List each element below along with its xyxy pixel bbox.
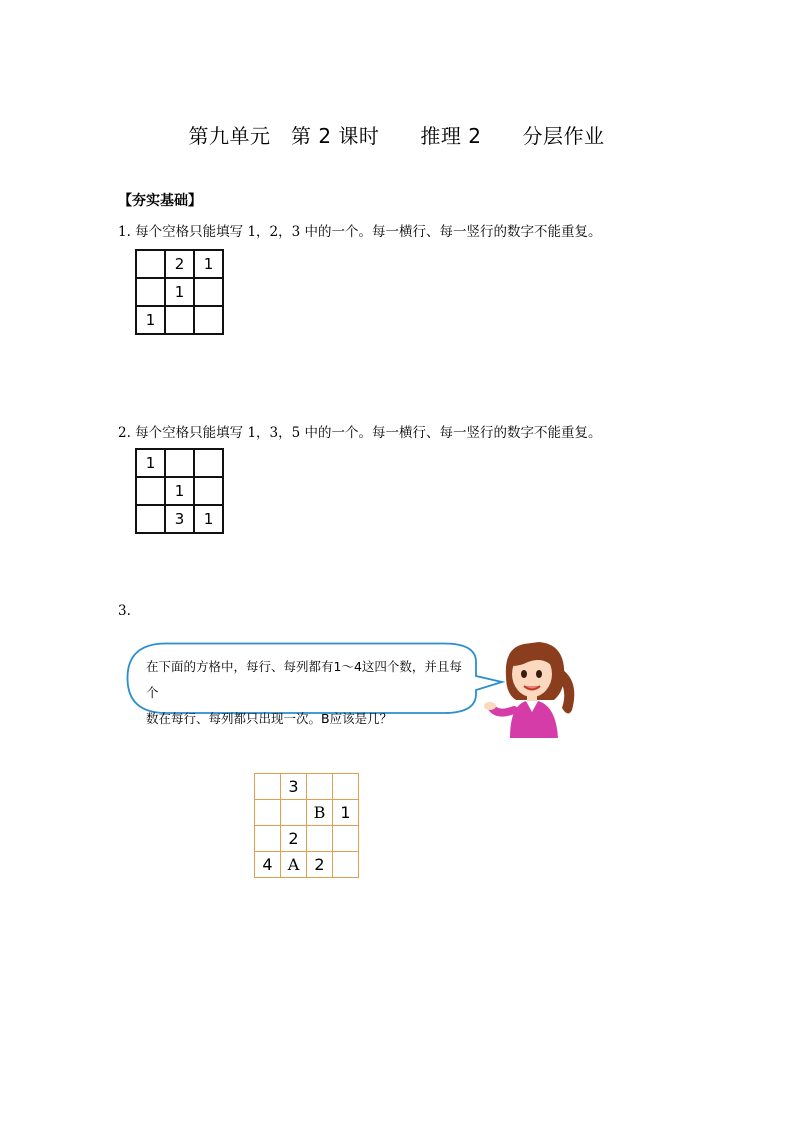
grid-cell[interactable]: 1 xyxy=(165,477,194,505)
grid-cell[interactable]: 1 xyxy=(165,278,194,306)
grid-cell[interactable] xyxy=(194,278,223,306)
grid-cell[interactable] xyxy=(255,800,281,826)
grid-cell[interactable]: 2 xyxy=(307,852,333,878)
grid-cell[interactable] xyxy=(333,852,359,878)
grid-cell[interactable] xyxy=(307,826,333,852)
grid-cell[interactable] xyxy=(333,826,359,852)
grid-cell[interactable] xyxy=(333,774,359,800)
grid-cell[interactable] xyxy=(307,774,333,800)
grid-cell[interactable] xyxy=(281,800,307,826)
grid-cell[interactable]: 4 xyxy=(255,852,281,878)
teacher-girl-illustration xyxy=(484,638,584,740)
grid-cell[interactable]: 3 xyxy=(165,505,194,533)
grid-cell[interactable]: 3 xyxy=(281,774,307,800)
grid-cell[interactable]: 1 xyxy=(333,800,359,826)
question-2-grid xyxy=(135,448,224,534)
question-3-grid xyxy=(254,773,359,878)
grid-cell[interactable]: 2 xyxy=(281,826,307,852)
section-heading: 【夯实基础】 xyxy=(118,193,202,209)
grid-cell[interactable] xyxy=(136,278,165,306)
grid-cell[interactable] xyxy=(165,449,194,477)
question-1-grid xyxy=(135,249,224,335)
grid-cell-a[interactable]: A xyxy=(281,852,307,878)
speech-line: 数在每行、每列都只出现一次。B应该是几？ xyxy=(146,711,393,726)
speech-bubble-text xyxy=(146,654,466,732)
question-3-text: 3. xyxy=(118,603,131,619)
grid-cell[interactable] xyxy=(136,477,165,505)
grid-cell[interactable] xyxy=(136,505,165,533)
grid-cell[interactable] xyxy=(194,449,223,477)
grid-cell[interactable]: 1 xyxy=(194,250,223,278)
question-1-text: 1. 每个空格只能填写 1，2，3 中的一个。每一横行、每一竖行的数字不能重复。 xyxy=(118,224,602,240)
grid-cell[interactable]: 1 xyxy=(194,505,223,533)
grid-cell[interactable] xyxy=(136,250,165,278)
grid-cell-b[interactable]: B xyxy=(307,800,333,826)
grid-cell[interactable]: 1 xyxy=(136,306,165,334)
grid-cell[interactable]: 1 xyxy=(136,449,165,477)
page-title: 第九单元 第 2 课时 推理 2 分层作业 xyxy=(188,124,605,148)
grid-cell[interactable] xyxy=(255,826,281,852)
grid-cell[interactable] xyxy=(255,774,281,800)
question-2-text: 2. 每个空格只能填写 1，3，5 中的一个。每一横行、每一竖行的数字不能重复。 xyxy=(118,425,602,441)
grid-cell[interactable] xyxy=(194,477,223,505)
speech-line: 在下面的方格中，每行、每列都有1～4这四个数，并且每个 xyxy=(146,659,462,700)
speech-bubble xyxy=(126,642,476,726)
grid-cell[interactable]: 2 xyxy=(165,250,194,278)
grid-cell[interactable] xyxy=(165,306,194,334)
grid-cell[interactable] xyxy=(194,306,223,334)
